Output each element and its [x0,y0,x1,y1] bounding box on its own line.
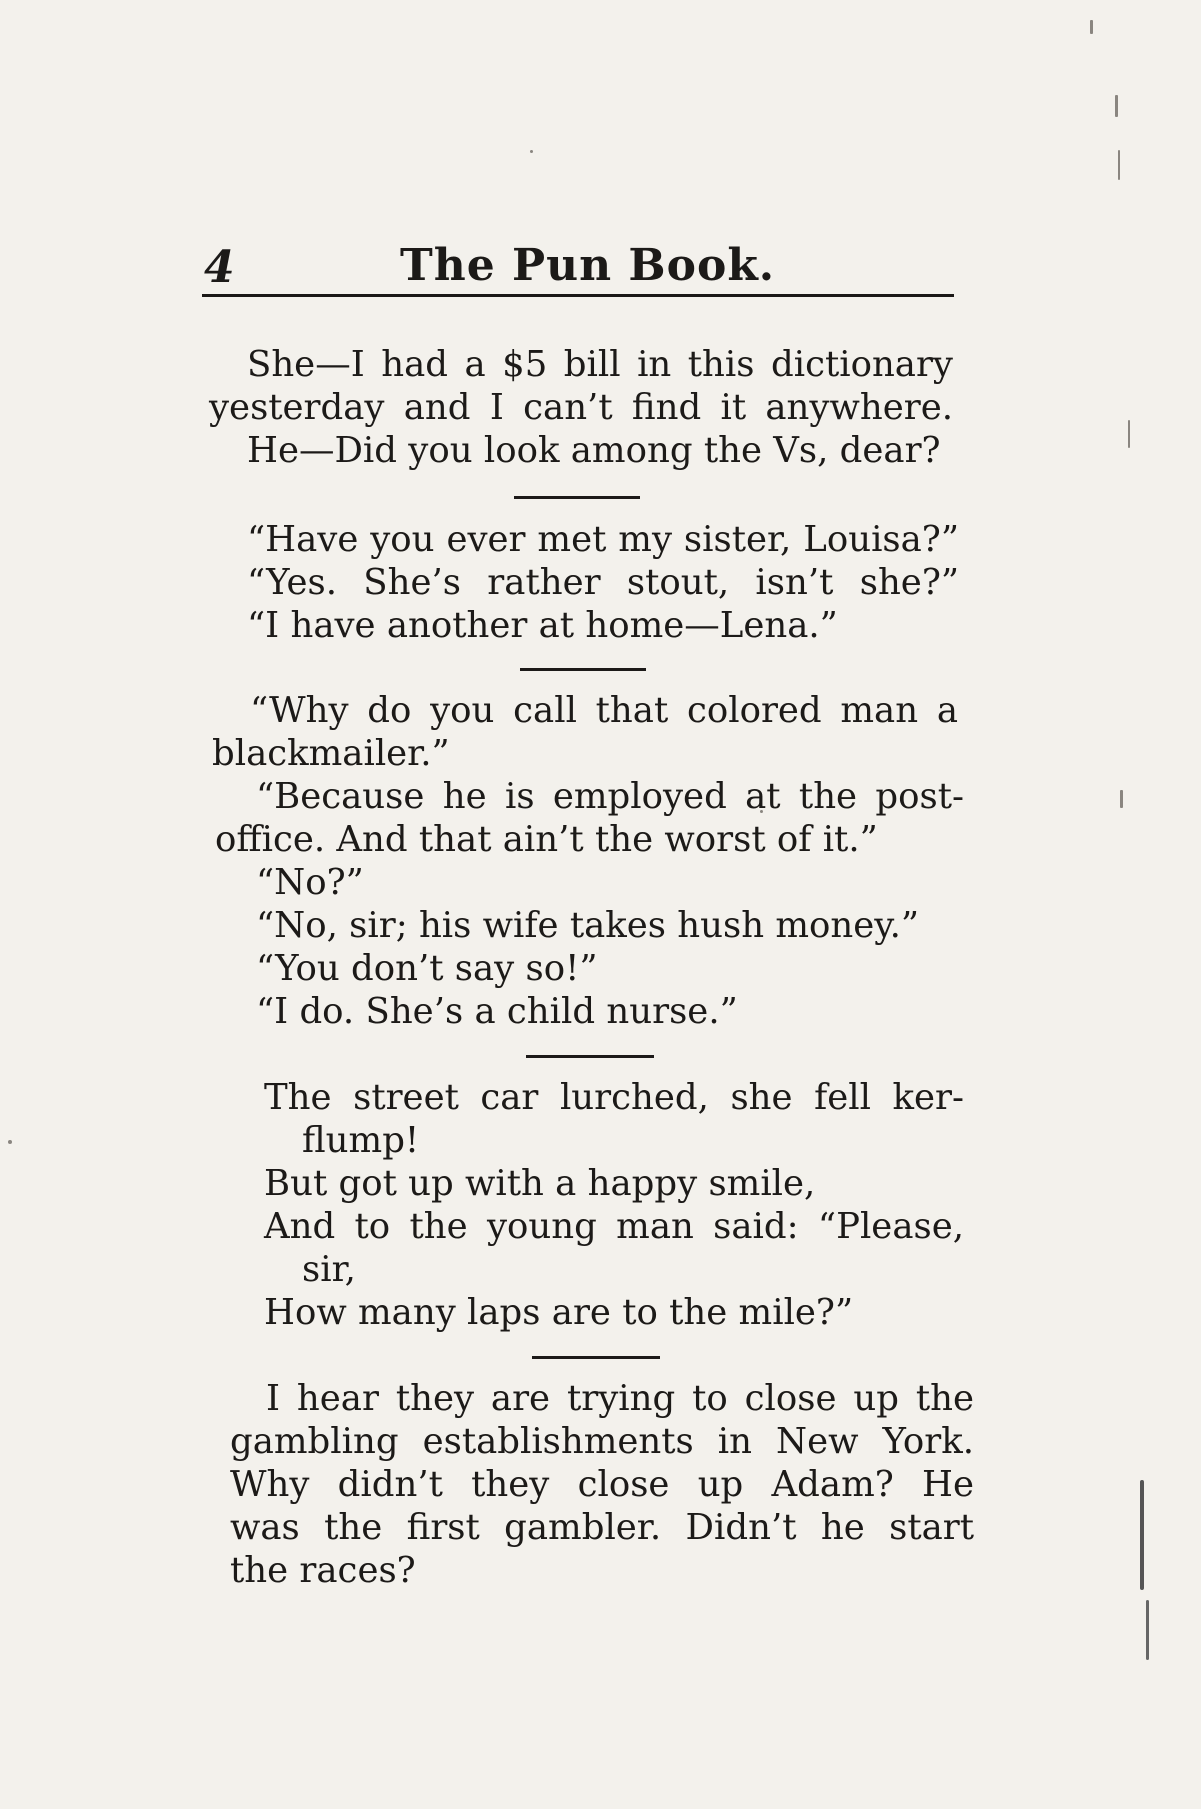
section-divider [532,1356,660,1359]
joke-4-line-5: sir, [302,1249,356,1290]
joke-4-line-2: flump! [302,1120,420,1161]
running-title: The Pun Book. [400,240,776,291]
joke-4-line-4: And to the young man said: “Please, [264,1206,964,1247]
joke-5-line-3: Why didn’t they close up Adam? He [230,1464,974,1505]
joke-3-line-5: “No?” [256,862,364,903]
joke-3-line-8: “I do. She’s a child nurse.” [256,991,738,1032]
scan-speck [530,150,533,153]
joke-2-line-2: “Yes. She’s rather stout, isn’t she?” [247,562,959,603]
joke-3-line-6: “No, sir; his wife takes hush money.” [256,905,920,946]
joke-1-line-1: She—I had a $5 bill in this dictionary [247,344,953,385]
joke-5-line-1: I hear they are trying to close up the [266,1378,974,1419]
joke-2-line-1: “Have you ever met my sister, Louisa?” [247,519,959,560]
scan-speck [8,1140,12,1144]
joke-1-line-3: He—Did you look among the Vs, dear? [247,430,941,471]
joke-5-line-2: gambling establishments in New York. [230,1421,974,1462]
joke-3-line-2: blackmailer.” [212,733,450,774]
joke-4-line-6: How many laps are to the mile?” [264,1292,854,1333]
scan-speck [1128,420,1130,448]
joke-4-line-3: But got up with a happy smile, [264,1163,816,1204]
joke-5-line-4: was the first gambler. Didn’t he start [230,1507,974,1548]
section-divider [520,668,646,671]
scan-speck [1118,150,1120,180]
scan-speck [1140,1480,1144,1590]
scan-speck [1146,1600,1149,1660]
scan-speck [1090,20,1093,34]
page-header [202,238,954,297]
joke-5-line-5: the races? [230,1550,416,1591]
scan-speck [1115,95,1118,117]
page-number: 4 [204,242,235,293]
section-divider [514,496,640,499]
joke-1-line-2: yesterday and I can’t find it anywhere. [209,387,953,428]
joke-3-line-1: “Why do you call that colored man a [250,690,958,731]
joke-3-line-4: office. And that ain’t the worst of it.” [215,819,878,860]
section-divider [526,1055,654,1058]
joke-3-line-3: “Because he is employed at the post- [256,776,964,817]
scan-speck [1120,790,1123,808]
joke-2-line-3: “I have another at home—Lena.” [247,605,838,646]
joke-3-line-7: “You don’t say so!” [256,948,598,989]
joke-4-line-1: The street car lurched, she fell ker- [264,1077,964,1118]
